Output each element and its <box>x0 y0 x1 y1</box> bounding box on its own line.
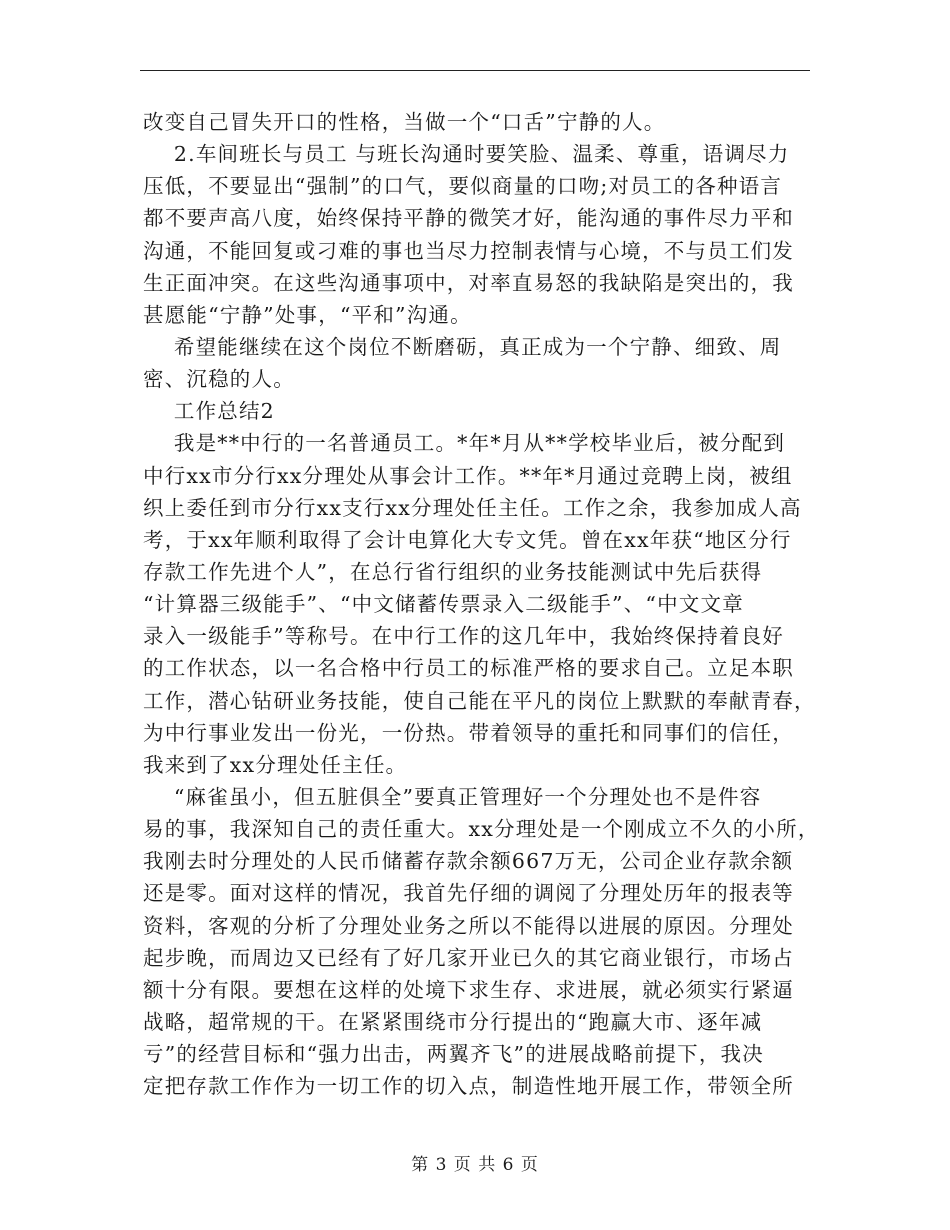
text-line: 为中行事业发出一份光，一份热。带着领导的重托和同事们的信任， <box>143 720 794 745</box>
document-body <box>143 106 823 1102</box>
text-line: 起步晚，而周边又已经有了好几家开业已久的其它商业银行，市场占 <box>143 945 794 970</box>
text-line: 资料，客观的分析了分理处业务之所以不能得以进展的原因。分理处 <box>143 913 794 938</box>
text-line: 甚愿能“宁静”处事，“平和”沟通。 <box>143 302 472 327</box>
text-line: 还是零。面对这样的情况，我首先仔细的调阅了分理处历年的报表等 <box>143 881 794 906</box>
text-line: 都不要声高八度，始终保持平静的微笑才好，能沟通的事件尽力平和 <box>143 206 794 231</box>
text-line: “麻雀虽小，但五脏俱全”要真正管理好一个分理处也不是件容 <box>143 784 762 809</box>
text-line: 存款工作先进个人”，在总行省行组织的业务技能测试中先后获得 <box>143 559 763 584</box>
text-line: 织上委任到市分行xx支行xx分理处任主任。工作之余，我参加成人高 <box>143 495 802 520</box>
text-line: 录入一级能手”等称号。在中行工作的这几年中，我始终保持着良好 <box>143 624 784 649</box>
header-rule <box>140 70 810 71</box>
text-line: 额十分有限。要想在这样的处境下求生存、求进展，就必须实行紧逼 <box>143 977 794 1002</box>
text-line: 定把存款工作作为一切工作的切入点，制造性地开展工作，带领全所 <box>143 1074 794 1099</box>
text-line: “计算器三级能手”、“中文储蓄传票录入二级能手”、“中文文章 <box>143 592 744 617</box>
text-line: 的工作状态，以一名合格中行员工的标准严格的要求自己。立足本职 <box>143 656 794 681</box>
text-line: 希望能继续在这个岗位不断磨砺，真正成为一个宁静、细致、周 <box>143 334 782 359</box>
section-heading: 工作总结2 <box>143 399 275 424</box>
text-line: 工作，潜心钻研业务技能，使自己能在平凡的岗位上默默的奉献青春， <box>143 688 816 713</box>
text-line: 压低，不要显出“强制”的口气，要似商量的口吻;对员工的各种语言 <box>143 174 783 199</box>
text-line: 战略，超常规的干。在紧紧围绕市分行提出的“跑赢大市、逐年减 <box>143 1009 763 1034</box>
text-line: 我是**中行的一名普通员工。*年*月从**学校毕业后，被分配到 <box>143 431 786 456</box>
page-footer: 第 3 页 共 6 页 <box>411 1155 539 1175</box>
text-line: 生正面冲突。在这些沟通事项中，对率直易怒的我缺陷是突出的，我 <box>143 270 794 295</box>
text-line: 易的事，我深知自己的责任重大。xx分理处是一个刚成立不久的小所， <box>143 817 820 842</box>
text-line: 我刚去时分理处的人民币储蓄存款余额667万无，公司企业存款余额 <box>143 849 794 874</box>
text-line: 考，于xx年顺利取得了会计电算化大专文凭。曾在xx年获“地区分行 <box>143 527 792 552</box>
text-line: 我来到了xx分理处任主任。 <box>143 752 408 777</box>
text-line: 2.车间班长与员工 与班长沟通时要笑脸、温柔、尊重，语调尽力 <box>143 142 790 167</box>
text-line: 密、沉稳的人。 <box>143 367 295 392</box>
text-line: 沟通，不能回复或刁难的事也当尽力控制表情与心境，不与员工们发 <box>143 238 794 263</box>
text-line: 改变自己冒失开口的性格，当做一个“口舌”宁静的人。 <box>143 110 666 134</box>
text-line: 中行xx市分行xx分理处从事会计工作。**年*月通过竞聘上岗，被组 <box>143 463 793 488</box>
text-line: 亏”的经营目标和“强力出击，两翼齐飞”的进展战略前提下，我决 <box>143 1042 764 1067</box>
